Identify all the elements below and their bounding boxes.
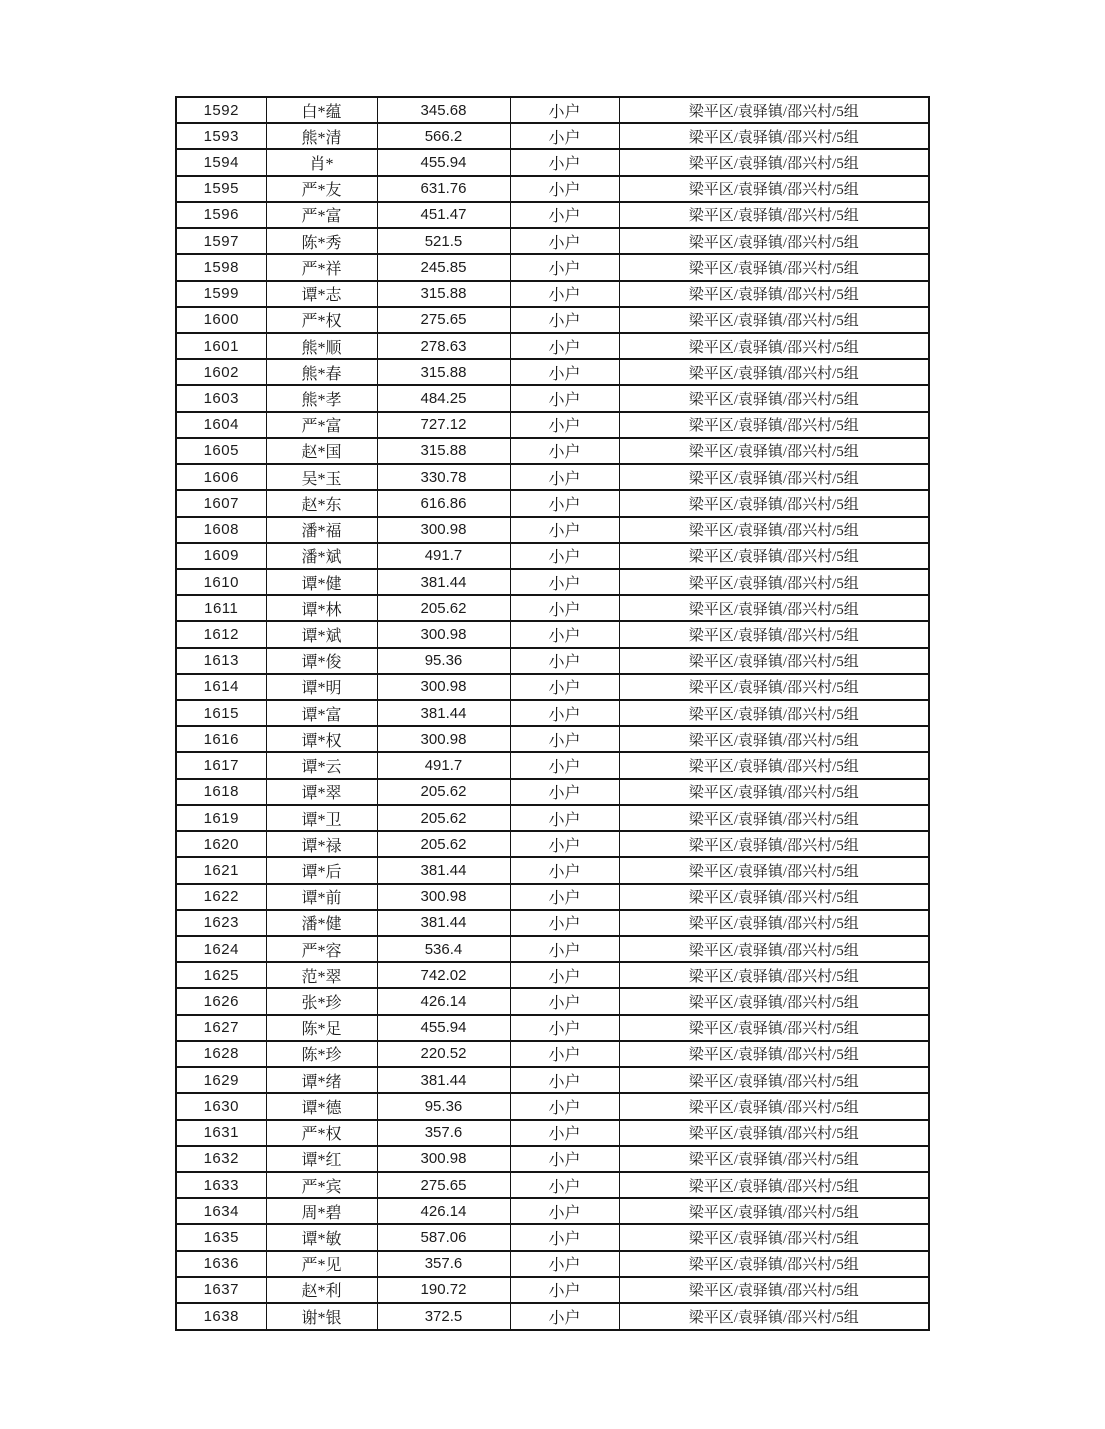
table-row: [176, 700, 929, 726]
masked-name-cell: 谭*俊: [266, 648, 377, 674]
masked-name-cell: 严*容: [266, 936, 377, 962]
record-number-cell: 1632: [176, 1146, 266, 1172]
table-row: [176, 752, 929, 778]
amount-cell: 330.78: [377, 464, 510, 490]
table-row: [176, 884, 929, 910]
location-cell: 梁平区/袁驿镇/邵兴村/5组: [619, 228, 929, 254]
table-row: [176, 517, 929, 543]
masked-name-cell: 谭*前: [266, 884, 377, 910]
amount-cell: 205.62: [377, 779, 510, 805]
amount-cell: 300.98: [377, 884, 510, 910]
record-number-cell: 1616: [176, 726, 266, 752]
household-type-cell: 小户: [510, 1224, 619, 1250]
location-cell: 梁平区/袁驿镇/邵兴村/5组: [619, 648, 929, 674]
household-type-cell: 小户: [510, 1093, 619, 1119]
masked-name-cell: 谭*翠: [266, 779, 377, 805]
location-cell: 梁平区/袁驿镇/邵兴村/5组: [619, 1067, 929, 1093]
table-row: [176, 1198, 929, 1224]
record-number-cell: 1607: [176, 490, 266, 516]
amount-cell: 357.6: [377, 1251, 510, 1277]
record-number-cell: 1602: [176, 359, 266, 385]
household-type-cell: 小户: [510, 884, 619, 910]
household-type-cell: 小户: [510, 359, 619, 385]
amount-cell: 300.98: [377, 1146, 510, 1172]
record-number-cell: 1593: [176, 123, 266, 149]
household-type-cell: 小户: [510, 962, 619, 988]
household-type-cell: 小户: [510, 254, 619, 280]
household-type-cell: 小户: [510, 726, 619, 752]
amount-cell: 381.44: [377, 700, 510, 726]
record-number-cell: 1629: [176, 1067, 266, 1093]
household-type-cell: 小户: [510, 621, 619, 647]
table-row: [176, 857, 929, 883]
amount-cell: 357.6: [377, 1120, 510, 1146]
record-number-cell: 1612: [176, 621, 266, 647]
record-number-cell: 1596: [176, 202, 266, 228]
record-number-cell: 1637: [176, 1277, 266, 1303]
masked-name-cell: 严*见: [266, 1251, 377, 1277]
household-type-cell: 小户: [510, 1041, 619, 1067]
table-row: [176, 385, 929, 411]
amount-cell: 426.14: [377, 988, 510, 1014]
location-cell: 梁平区/袁驿镇/邵兴村/5组: [619, 202, 929, 228]
record-number-cell: 1623: [176, 910, 266, 936]
amount-cell: 742.02: [377, 962, 510, 988]
record-number-cell: 1624: [176, 936, 266, 962]
record-number-cell: 1601: [176, 333, 266, 359]
masked-name-cell: 潘*福: [266, 517, 377, 543]
location-cell: 梁平区/袁驿镇/邵兴村/5组: [619, 884, 929, 910]
record-number-cell: 1630: [176, 1093, 266, 1119]
masked-name-cell: 严*富: [266, 202, 377, 228]
table-row: [176, 359, 929, 385]
household-type-cell: 小户: [510, 648, 619, 674]
masked-name-cell: 熊*清: [266, 123, 377, 149]
location-cell: 梁平区/袁驿镇/邵兴村/5组: [619, 1041, 929, 1067]
record-number-cell: 1634: [176, 1198, 266, 1224]
table-row: [176, 1093, 929, 1119]
table-row: [176, 595, 929, 621]
location-cell: 梁平区/袁驿镇/邵兴村/5组: [619, 674, 929, 700]
records-table-body: [176, 97, 929, 1330]
amount-cell: 455.94: [377, 1015, 510, 1041]
amount-cell: 491.7: [377, 543, 510, 569]
table-row: [176, 228, 929, 254]
amount-cell: 278.63: [377, 333, 510, 359]
household-type-cell: 小户: [510, 97, 619, 123]
record-number-cell: 1638: [176, 1303, 266, 1330]
table-row: [176, 805, 929, 831]
table-row: [176, 988, 929, 1014]
record-number-cell: 1592: [176, 97, 266, 123]
masked-name-cell: 严*权: [266, 1120, 377, 1146]
record-number-cell: 1610: [176, 569, 266, 595]
location-cell: 梁平区/袁驿镇/邵兴村/5组: [619, 726, 929, 752]
household-type-cell: 小户: [510, 1120, 619, 1146]
household-type-cell: 小户: [510, 412, 619, 438]
amount-cell: 381.44: [377, 910, 510, 936]
table-row: [176, 176, 929, 202]
table-row: [176, 543, 929, 569]
amount-cell: 95.36: [377, 648, 510, 674]
masked-name-cell: 谭*健: [266, 569, 377, 595]
table-row: [176, 464, 929, 490]
amount-cell: 220.52: [377, 1041, 510, 1067]
location-cell: 梁平区/袁驿镇/邵兴村/5组: [619, 1146, 929, 1172]
masked-name-cell: 谭*敏: [266, 1224, 377, 1250]
household-type-cell: 小户: [510, 202, 619, 228]
amount-cell: 315.88: [377, 281, 510, 307]
household-type-cell: 小户: [510, 1303, 619, 1330]
record-number-cell: 1622: [176, 884, 266, 910]
masked-name-cell: 严*宾: [266, 1172, 377, 1198]
location-cell: 梁平区/袁驿镇/邵兴村/5组: [619, 936, 929, 962]
masked-name-cell: 严*友: [266, 176, 377, 202]
table-row: [176, 779, 929, 805]
household-type-cell: 小户: [510, 228, 619, 254]
amount-cell: 95.36: [377, 1093, 510, 1119]
household-type-cell: 小户: [510, 936, 619, 962]
masked-name-cell: 张*珍: [266, 988, 377, 1014]
household-type-cell: 小户: [510, 1015, 619, 1041]
masked-name-cell: 潘*健: [266, 910, 377, 936]
masked-name-cell: 赵*利: [266, 1277, 377, 1303]
record-number-cell: 1599: [176, 281, 266, 307]
household-type-cell: 小户: [510, 910, 619, 936]
amount-cell: 275.65: [377, 307, 510, 333]
household-type-cell: 小户: [510, 805, 619, 831]
household-type-cell: 小户: [510, 517, 619, 543]
record-number-cell: 1604: [176, 412, 266, 438]
masked-name-cell: 潘*斌: [266, 543, 377, 569]
location-cell: 梁平区/袁驿镇/邵兴村/5组: [619, 543, 929, 569]
table-row: [176, 569, 929, 595]
record-number-cell: 1619: [176, 805, 266, 831]
location-cell: 梁平区/袁驿镇/邵兴村/5组: [619, 1277, 929, 1303]
amount-cell: 300.98: [377, 726, 510, 752]
masked-name-cell: 赵*东: [266, 490, 377, 516]
location-cell: 梁平区/袁驿镇/邵兴村/5组: [619, 412, 929, 438]
masked-name-cell: 熊*顺: [266, 333, 377, 359]
location-cell: 梁平区/袁驿镇/邵兴村/5组: [619, 281, 929, 307]
amount-cell: 300.98: [377, 517, 510, 543]
record-number-cell: 1636: [176, 1251, 266, 1277]
table-row: [176, 1224, 929, 1250]
table-row: [176, 674, 929, 700]
table-row: [176, 1303, 929, 1330]
record-number-cell: 1614: [176, 674, 266, 700]
amount-cell: 631.76: [377, 176, 510, 202]
household-type-cell: 小户: [510, 464, 619, 490]
masked-name-cell: 谭*红: [266, 1146, 377, 1172]
record-number-cell: 1606: [176, 464, 266, 490]
location-cell: 梁平区/袁驿镇/邵兴村/5组: [619, 490, 929, 516]
location-cell: 梁平区/袁驿镇/邵兴村/5组: [619, 1093, 929, 1119]
location-cell: 梁平区/袁驿镇/邵兴村/5组: [619, 97, 929, 123]
location-cell: 梁平区/袁驿镇/邵兴村/5组: [619, 779, 929, 805]
record-number-cell: 1597: [176, 228, 266, 254]
masked-name-cell: 谢*银: [266, 1303, 377, 1330]
amount-cell: 381.44: [377, 857, 510, 883]
amount-cell: 566.2: [377, 123, 510, 149]
masked-name-cell: 周*碧: [266, 1198, 377, 1224]
masked-name-cell: 谭*斌: [266, 621, 377, 647]
table-row: [176, 1067, 929, 1093]
masked-name-cell: 吴*玉: [266, 464, 377, 490]
amount-cell: 345.68: [377, 97, 510, 123]
household-type-cell: 小户: [510, 438, 619, 464]
location-cell: 梁平区/袁驿镇/邵兴村/5组: [619, 857, 929, 883]
table-row: [176, 910, 929, 936]
record-number-cell: 1621: [176, 857, 266, 883]
record-number-cell: 1631: [176, 1120, 266, 1146]
location-cell: 梁平区/袁驿镇/邵兴村/5组: [619, 307, 929, 333]
household-type-cell: 小户: [510, 1251, 619, 1277]
amount-cell: 190.72: [377, 1277, 510, 1303]
record-number-cell: 1594: [176, 149, 266, 175]
amount-cell: 727.12: [377, 412, 510, 438]
location-cell: 梁平区/袁驿镇/邵兴村/5组: [619, 464, 929, 490]
household-type-cell: 小户: [510, 700, 619, 726]
amount-cell: 372.5: [377, 1303, 510, 1330]
masked-name-cell: 肖*: [266, 149, 377, 175]
masked-name-cell: 熊*春: [266, 359, 377, 385]
table-row: [176, 1277, 929, 1303]
record-number-cell: 1615: [176, 700, 266, 726]
table-row: [176, 1146, 929, 1172]
location-cell: 梁平区/袁驿镇/邵兴村/5组: [619, 569, 929, 595]
amount-cell: 300.98: [377, 621, 510, 647]
household-type-cell: 小户: [510, 176, 619, 202]
amount-cell: 455.94: [377, 149, 510, 175]
location-cell: 梁平区/袁驿镇/邵兴村/5组: [619, 1198, 929, 1224]
household-type-cell: 小户: [510, 569, 619, 595]
masked-name-cell: 熊*孝: [266, 385, 377, 411]
amount-cell: 205.62: [377, 805, 510, 831]
amount-cell: 315.88: [377, 438, 510, 464]
table-row: [176, 726, 929, 752]
table-row: [176, 281, 929, 307]
record-number-cell: 1613: [176, 648, 266, 674]
amount-cell: 245.85: [377, 254, 510, 280]
household-type-cell: 小户: [510, 149, 619, 175]
location-cell: 梁平区/袁驿镇/邵兴村/5组: [619, 176, 929, 202]
location-cell: 梁平区/袁驿镇/邵兴村/5组: [619, 359, 929, 385]
household-type-cell: 小户: [510, 674, 619, 700]
table-row: [176, 1172, 929, 1198]
table-row: [176, 307, 929, 333]
location-cell: 梁平区/袁驿镇/邵兴村/5组: [619, 700, 929, 726]
household-type-cell: 小户: [510, 123, 619, 149]
table-row: [176, 254, 929, 280]
masked-name-cell: 谭*权: [266, 726, 377, 752]
location-cell: 梁平区/袁驿镇/邵兴村/5组: [619, 910, 929, 936]
table-row: [176, 1251, 929, 1277]
household-type-cell: 小户: [510, 1277, 619, 1303]
location-cell: 梁平区/袁驿镇/邵兴村/5组: [619, 438, 929, 464]
record-number-cell: 1625: [176, 962, 266, 988]
record-number-cell: 1603: [176, 385, 266, 411]
location-cell: 梁平区/袁驿镇/邵兴村/5组: [619, 517, 929, 543]
table-row: [176, 149, 929, 175]
masked-name-cell: 谭*富: [266, 700, 377, 726]
household-type-cell: 小户: [510, 1146, 619, 1172]
location-cell: 梁平区/袁驿镇/邵兴村/5组: [619, 149, 929, 175]
masked-name-cell: 严*祥: [266, 254, 377, 280]
record-number-cell: 1605: [176, 438, 266, 464]
table-row: [176, 621, 929, 647]
table-row: [176, 1015, 929, 1041]
household-type-cell: 小户: [510, 307, 619, 333]
record-number-cell: 1600: [176, 307, 266, 333]
masked-name-cell: 谭*志: [266, 281, 377, 307]
location-cell: 梁平区/袁驿镇/邵兴村/5组: [619, 385, 929, 411]
record-number-cell: 1595: [176, 176, 266, 202]
household-type-cell: 小户: [510, 1198, 619, 1224]
location-cell: 梁平区/袁驿镇/邵兴村/5组: [619, 805, 929, 831]
household-type-cell: 小户: [510, 595, 619, 621]
household-type-cell: 小户: [510, 543, 619, 569]
amount-cell: 484.25: [377, 385, 510, 411]
record-number-cell: 1609: [176, 543, 266, 569]
masked-name-cell: 谭*明: [266, 674, 377, 700]
masked-name-cell: 谭*后: [266, 857, 377, 883]
records-table: [175, 96, 930, 1331]
amount-cell: 616.86: [377, 490, 510, 516]
household-type-cell: 小户: [510, 779, 619, 805]
table-row: [176, 962, 929, 988]
masked-name-cell: 谭*卫: [266, 805, 377, 831]
record-number-cell: 1628: [176, 1041, 266, 1067]
record-number-cell: 1620: [176, 831, 266, 857]
table-row: [176, 648, 929, 674]
household-type-cell: 小户: [510, 752, 619, 778]
record-number-cell: 1618: [176, 779, 266, 805]
masked-name-cell: 谭*德: [266, 1093, 377, 1119]
table-row: [176, 438, 929, 464]
table-row: [176, 123, 929, 149]
location-cell: 梁平区/袁驿镇/邵兴村/5组: [619, 962, 929, 988]
amount-cell: 491.7: [377, 752, 510, 778]
location-cell: 梁平区/袁驿镇/邵兴村/5组: [619, 988, 929, 1014]
amount-cell: 521.5: [377, 228, 510, 254]
household-type-cell: 小户: [510, 857, 619, 883]
masked-name-cell: 谭*禄: [266, 831, 377, 857]
table-row: [176, 412, 929, 438]
amount-cell: 536.4: [377, 936, 510, 962]
location-cell: 梁平区/袁驿镇/邵兴村/5组: [619, 1172, 929, 1198]
location-cell: 梁平区/袁驿镇/邵兴村/5组: [619, 621, 929, 647]
household-type-cell: 小户: [510, 333, 619, 359]
household-type-cell: 小户: [510, 281, 619, 307]
location-cell: 梁平区/袁驿镇/邵兴村/5组: [619, 1303, 929, 1330]
table-row: [176, 1120, 929, 1146]
location-cell: 梁平区/袁驿镇/邵兴村/5组: [619, 1015, 929, 1041]
masked-name-cell: 范*翠: [266, 962, 377, 988]
record-number-cell: 1633: [176, 1172, 266, 1198]
table-row: [176, 333, 929, 359]
amount-cell: 587.06: [377, 1224, 510, 1250]
amount-cell: 205.62: [377, 831, 510, 857]
amount-cell: 451.47: [377, 202, 510, 228]
location-cell: 梁平区/袁驿镇/邵兴村/5组: [619, 254, 929, 280]
masked-name-cell: 陈*秀: [266, 228, 377, 254]
location-cell: 梁平区/袁驿镇/邵兴村/5组: [619, 333, 929, 359]
masked-name-cell: 谭*林: [266, 595, 377, 621]
table-row: [176, 1041, 929, 1067]
table-row: [176, 936, 929, 962]
masked-name-cell: 白*蕴: [266, 97, 377, 123]
table-row: [176, 97, 929, 123]
masked-name-cell: 陈*足: [266, 1015, 377, 1041]
table-row: [176, 831, 929, 857]
record-number-cell: 1598: [176, 254, 266, 280]
amount-cell: 205.62: [377, 595, 510, 621]
household-type-cell: 小户: [510, 831, 619, 857]
record-number-cell: 1617: [176, 752, 266, 778]
amount-cell: 426.14: [377, 1198, 510, 1224]
amount-cell: 381.44: [377, 569, 510, 595]
amount-cell: 381.44: [377, 1067, 510, 1093]
masked-name-cell: 谭*绪: [266, 1067, 377, 1093]
household-type-cell: 小户: [510, 988, 619, 1014]
household-type-cell: 小户: [510, 1067, 619, 1093]
amount-cell: 315.88: [377, 359, 510, 385]
masked-name-cell: 赵*国: [266, 438, 377, 464]
record-number-cell: 1608: [176, 517, 266, 543]
table-row: [176, 490, 929, 516]
masked-name-cell: 谭*云: [266, 752, 377, 778]
location-cell: 梁平区/袁驿镇/邵兴村/5组: [619, 1251, 929, 1277]
table-row: [176, 202, 929, 228]
location-cell: 梁平区/袁驿镇/邵兴村/5组: [619, 1224, 929, 1250]
masked-name-cell: 陈*珍: [266, 1041, 377, 1067]
location-cell: 梁平区/袁驿镇/邵兴村/5组: [619, 123, 929, 149]
record-number-cell: 1611: [176, 595, 266, 621]
household-type-cell: 小户: [510, 1172, 619, 1198]
amount-cell: 275.65: [377, 1172, 510, 1198]
amount-cell: 300.98: [377, 674, 510, 700]
location-cell: 梁平区/袁驿镇/邵兴村/5组: [619, 831, 929, 857]
location-cell: 梁平区/袁驿镇/邵兴村/5组: [619, 1120, 929, 1146]
location-cell: 梁平区/袁驿镇/邵兴村/5组: [619, 752, 929, 778]
masked-name-cell: 严*富: [266, 412, 377, 438]
masked-name-cell: 严*权: [266, 307, 377, 333]
record-number-cell: 1626: [176, 988, 266, 1014]
record-number-cell: 1627: [176, 1015, 266, 1041]
household-type-cell: 小户: [510, 490, 619, 516]
household-type-cell: 小户: [510, 385, 619, 411]
record-number-cell: 1635: [176, 1224, 266, 1250]
location-cell: 梁平区/袁驿镇/邵兴村/5组: [619, 595, 929, 621]
